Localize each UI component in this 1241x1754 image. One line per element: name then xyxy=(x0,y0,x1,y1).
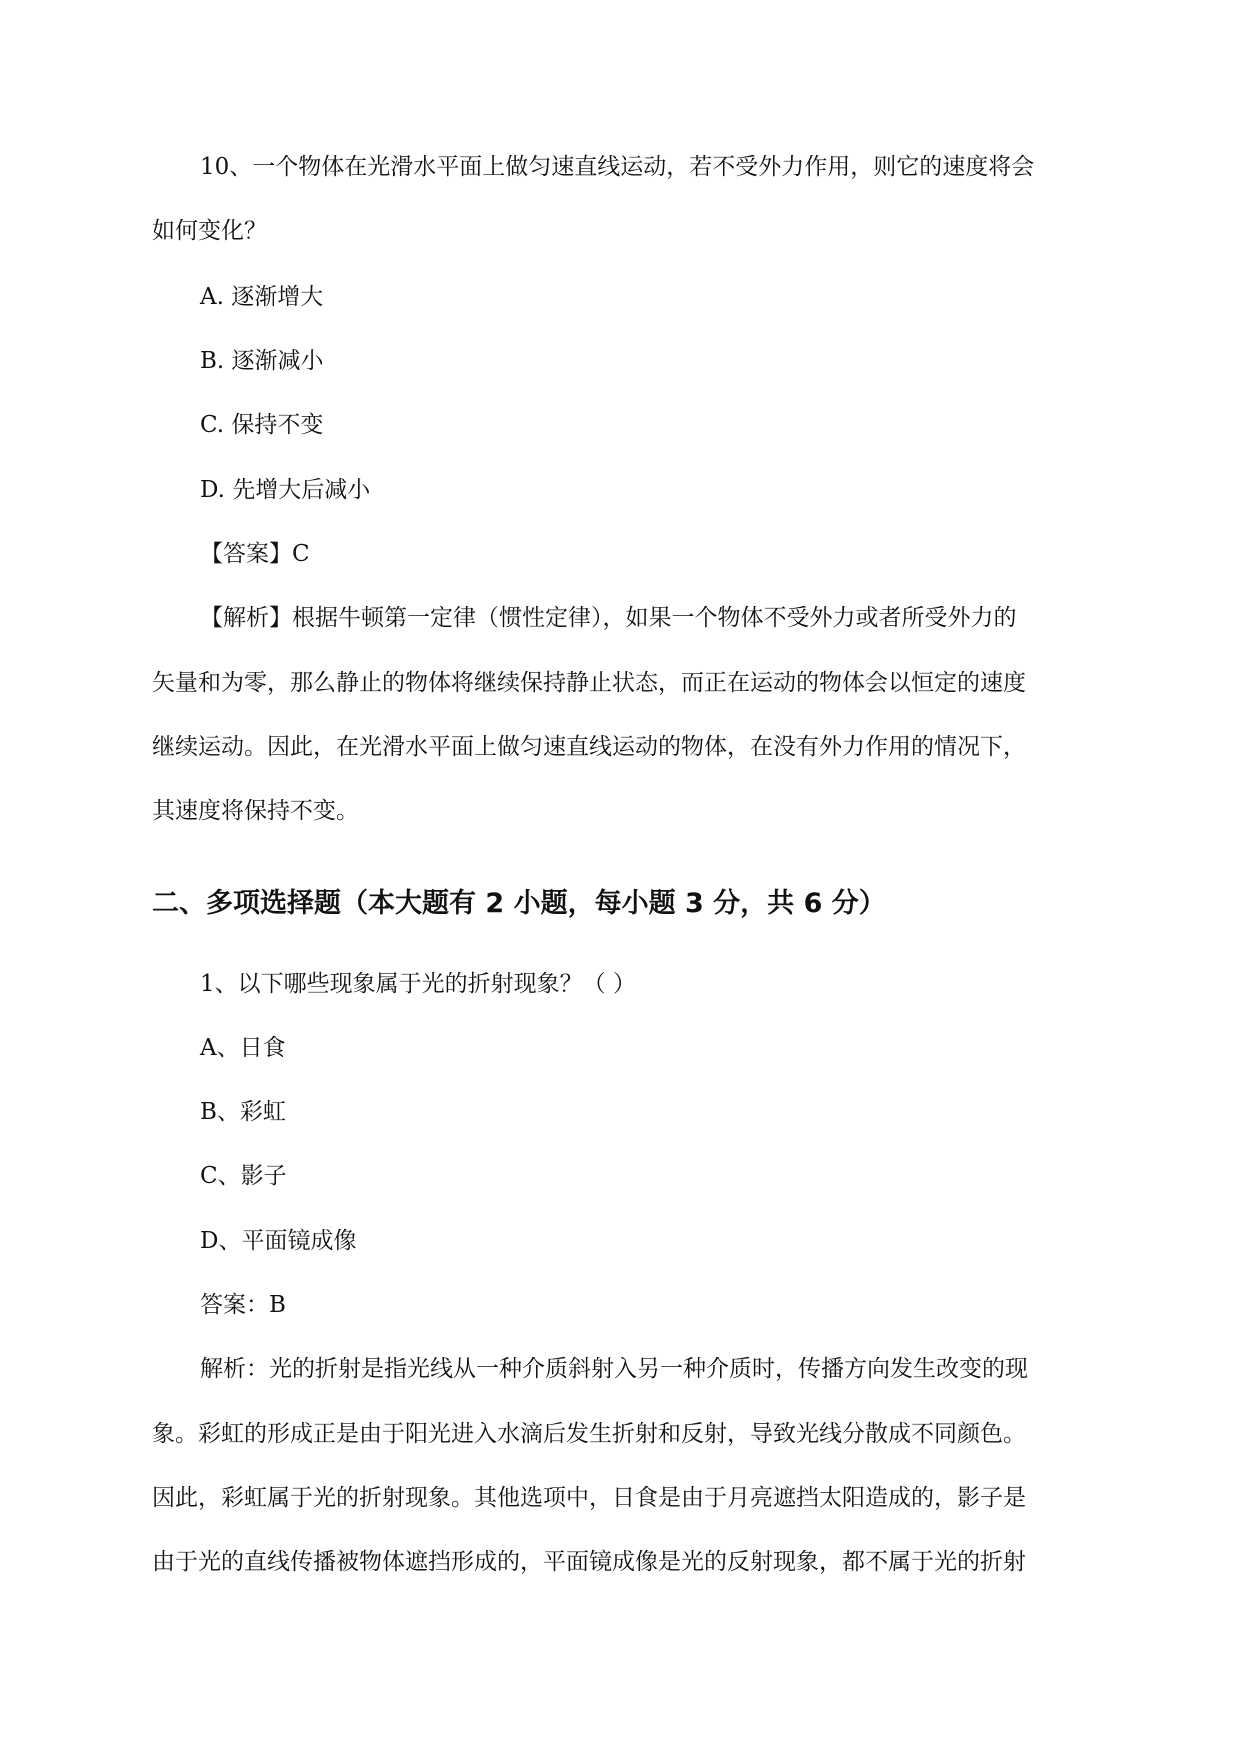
q10-answer: 【答案】C xyxy=(200,541,310,567)
q10-analysis-line-1: 【解析】根据牛顿第一定律（惯性定律），如果一个物体不受外力或者所受外力的 xyxy=(200,605,1017,631)
q1-option-b: B、彩虹 xyxy=(200,1099,286,1125)
q1-option-a: A、日食 xyxy=(200,1035,286,1061)
q1-analysis-line-1: 解析：光的折射是指光线从一种介质斜射入另一种介质时，传播方向发生改变的现 xyxy=(200,1356,1028,1382)
q1-option-d: D、平面镜成像 xyxy=(200,1228,357,1254)
q1-analysis-line-4: 由于光的直线传播被物体遮挡形成的，平面镜成像是光的反射现象，都不属于光的折射 xyxy=(152,1549,1026,1575)
q1-option-c: C、影子 xyxy=(200,1163,287,1189)
q10-stem-line-2: 如何变化？ xyxy=(152,218,267,244)
q1-stem: 1、以下哪些现象属于光的折射现象？（ ） xyxy=(200,971,636,997)
q10-option-b: B. 逐渐减小 xyxy=(200,348,324,374)
q1-answer: 答案：B xyxy=(200,1292,286,1318)
q10-analysis-line-2: 矢量和为零，那么静止的物体将继续保持静止状态，而正在运动的物体会以恒定的速度 xyxy=(152,670,1026,696)
q10-analysis-line-3: 继续运动。因此，在光滑水平面上做匀速直线运动的物体，在没有外力作用的情况下， xyxy=(152,734,1026,760)
q10-option-c: C. 保持不变 xyxy=(200,412,324,438)
section-heading: 二、多项选择题（本大题有 2 小题，每小题 3 分，共 6 分） xyxy=(152,888,886,919)
q1-analysis-line-2: 象。彩虹的形成正是由于阳光进入水滴后发生折射和反射，导致光线分散成不同颜色。 xyxy=(152,1421,1026,1447)
q10-option-d: D. 先增大后减小 xyxy=(200,477,371,503)
q10-stem-line-1: 10、一个物体在光滑水平面上做匀速直线运动，若不受外力作用，则它的速度将会 xyxy=(200,154,1035,180)
q10-analysis-line-4: 其速度将保持不变。 xyxy=(152,798,359,824)
q1-analysis-line-3: 因此，彩虹属于光的折射现象。其他选项中，日食是由于月亮遮挡太阳造成的，影子是 xyxy=(152,1485,1026,1511)
q10-option-a: A. 逐渐增大 xyxy=(200,284,324,310)
